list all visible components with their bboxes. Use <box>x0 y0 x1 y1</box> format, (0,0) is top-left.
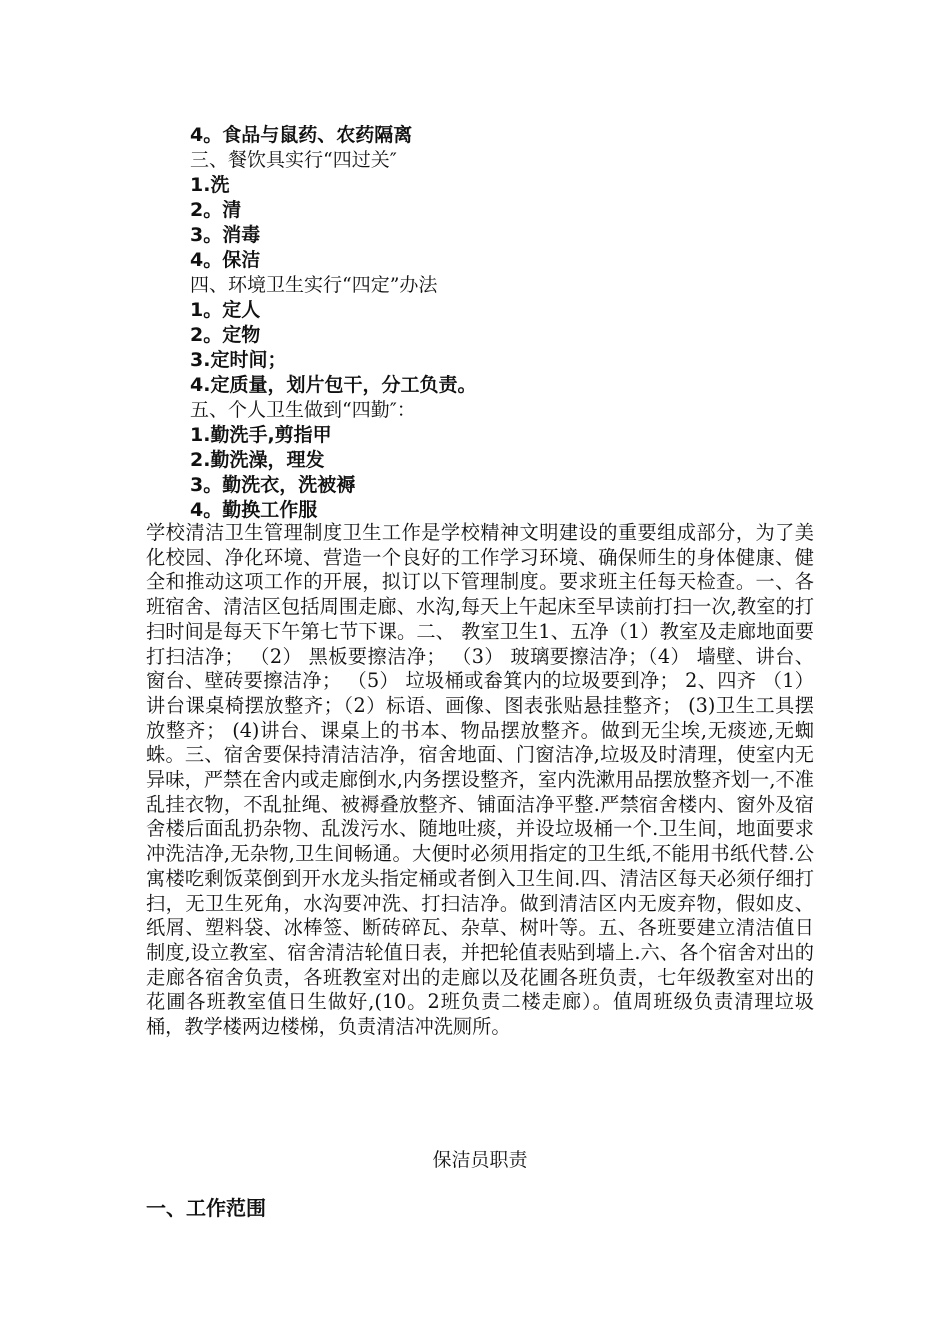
section-heading: 一、工作范围 <box>146 1196 266 1220</box>
list-line-11: 4.定质量，划片包干，分工负责。 <box>190 374 477 396</box>
list-line-1: 4。食品与鼠药、农药隔离 <box>190 124 413 146</box>
list-line-8: 1。定人 <box>190 299 261 321</box>
list-line-2: 三、餐饮具实行“四过关″ <box>190 149 397 171</box>
list-line-3: 1.洗 <box>190 174 230 196</box>
list-line-7: 四、环境卫生实行“四定”办法 <box>190 274 438 296</box>
list-line-5: 3。消毒 <box>190 224 261 246</box>
list-line-12: 五、个人卫生做到“四勤″： <box>190 399 416 421</box>
list-line-15: 3。勤洗衣，洗被褥 <box>190 474 356 496</box>
list-line-14: 2.勤洗澡，理发 <box>190 449 325 471</box>
list-line-9: 2。定物 <box>190 324 261 346</box>
list-line-16: 4。勤换工作服 <box>190 499 318 521</box>
centered-title: 保洁员职责 <box>432 1149 528 1171</box>
body-paragraph: 学校清洁卫生管理制度卫生工作是学校精神文明建设的重要组成部分，为了美化校园、净化环境、营造一个良好的工作学习环境、确保师生的身体健康、健全和推动这项工作的开展，拟订以下管理制度。要求班主任每天检查。一、各班宿舍、清洁区包括周围走廊、水沟,每天上午起床至早读前打扫一次,教室的打扫时间是每天下午第七节下课。二、 教室卫生1、五净（1）教室及走廊地面要打扫洁净； （2） 黑板要擦洁净； （3） 玻璃要擦洁净；（4） 墙壁、讲台、窗台、壁砖要擦洁净； （5） 垃圾桶或畚箕内的垃圾要到净； 2、四齐 （1） 讲台课桌椅摆放整齐；（2）标语、画像、图表张贴悬挂整齐； (3)卫生工具摆放整齐； (4)讲台、课桌上的书本、物品摆放整齐。做到无尘埃,无痰迹,无蜘蛛。三、宿舍要保持清洁洁净，宿舍地面、门窗洁净,垃圾及时清理，使室内无异味，严禁在舍内或走廊倒水,内务摆设整齐，室内洗漱用品摆放整齐划一,不准乱挂衣物，不乱扯绳、被褥叠放整齐、铺面洁净平整.严禁宿舍楼内、窗外及宿舍楼后面乱扔杂物、乱泼污水、随地吐痰，并设垃圾桶一个.卫生间，地面要求冲洗洁净,无杂物,卫生间畅通。大便时必须用指定的卫生纸,不能用书纸代替.公寓楼吃剩饭菜倒到开水龙头指定桶或者倒入卫生间.四、清洁区每天必须仔细打扫，无卫生死角，水沟要冲洗、打扫洁净。做到清洁区内无废弃物，假如皮、纸屑、塑料袋、冰棒签、断砖碎瓦、杂草、树叶等。五、各班要建立清洁值日制度,设立教室、宿舍清洁轮值日表，并把轮值表贴到墙上.六、各个宿舍对出的走廊各宿舍负责，各班教室对出的走廊以及花圃各班负责，七年级教室对出的花圃各班教室值日生做好,(10。2班负责二楼走廊）。值周班级负责清理垃圾桶，教学楼两边楼梯，负责清洁冲洗厕所。 <box>146 521 814 1039</box>
list-line-6: 4。保洁 <box>190 249 261 271</box>
list-line-10: 3.定时间； <box>190 349 287 371</box>
list-line-4: 2。清 <box>190 199 242 221</box>
list-line-13: 1.勤洗手,剪指甲 <box>190 424 332 446</box>
